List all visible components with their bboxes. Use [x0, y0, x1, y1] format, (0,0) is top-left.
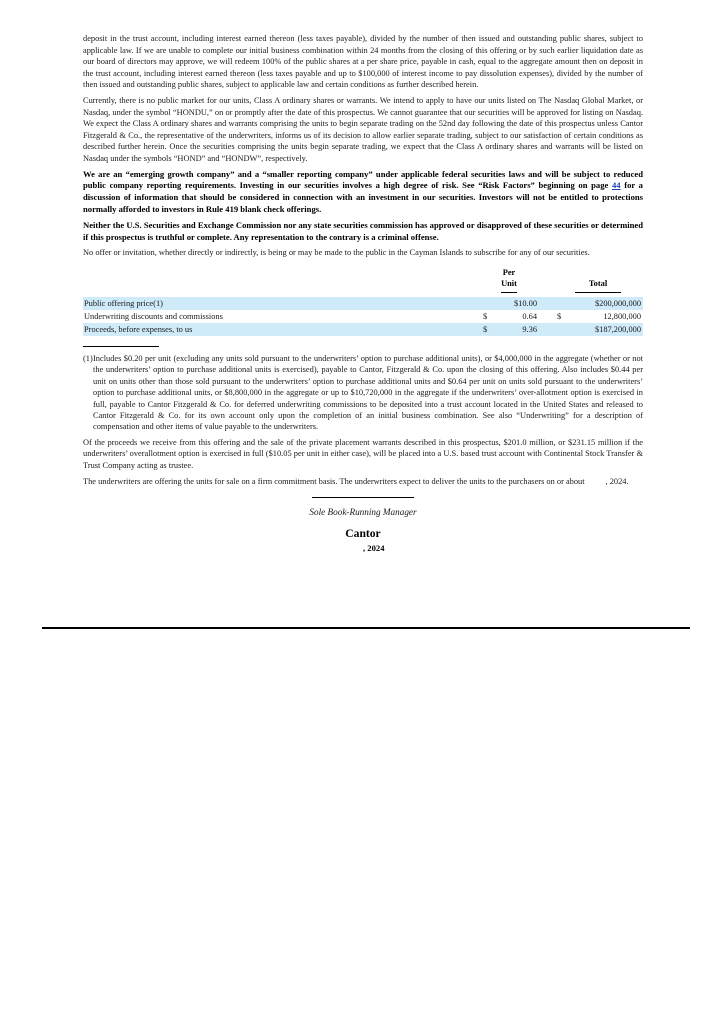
nasdaq-listing-paragraph: Currently, there is no public market for our units, Class A ordinary shares or warrants. We intend to apply to have our units listed on The Nasdaq Global Market, or Nasdaq, under the symbol “HONDU,” on or promptly after the date of this prospectus. We cannot guarantee that our securities will be approved for listing on Nasdaq. We expect the Class A ordinary shares and warrants comprising the units to begin separate trading on the 52nd day following the date of this prospectus unless Cantor Fitzgerald & Co., the representative of the underwriters, informs us of its decision to allow earlier separate trading, subject to our satisfaction of certain conditions as described further herein. Once the securities comprising the units begin separate trading, we expect that the Class A ordinary shares and warrants will be listed on Nasdaq under the symbols “HOND” and “HONDW”, respectively. — [83, 95, 643, 163]
prospectus-date: , 2024 — [341, 543, 385, 554]
sec-notice-paragraph: Neither the U.S. Securities and Exchange Commission nor any state securities commission has approved or disapproved of these securities or determined if this prospectus is truthful or complete. Any representation to the contrary is a criminal offense. — [83, 219, 643, 242]
total-value: $187,200,000 — [594, 324, 641, 334]
total-value: $200,000,000 — [594, 298, 641, 308]
per-unit-symbol: $ — [483, 311, 488, 321]
per-unit-header-line1: Per — [502, 267, 516, 277]
egc-text-before: We are an “emerging growth company” and a “smaller reporting company” under applicable federal securities laws and will be subject to reduced public company reporting requirements. Investing in our securities involves a high degree of risk. See “Risk Factors” beginning on page — [83, 168, 643, 191]
table-row-underwriting-discounts — [83, 310, 643, 323]
footnote-text: Includes $0.20 per unit (excluding any units sold pursuant to the underwriters’ option to purchase additional units), or $4,000,000 in the aggregate (whether or not the underwriters’ option to purchase additional units is exercised), payable to Cantor, Fitzgerald & Co. upon the closing of this offering. Also includes $0.44 per unit on units other than those sold pursuant to the underwriters’ option to purchase additional units and $0.64 per unit on units sold pursuant to the underwriters’ option to purchase additional units, or $8,800,000 in the aggregate or up to $10,720,000 in the aggregate if the underwriters’ over-allotment option is exercised in full, payable to Cantor Fitzgerald & Co. for deferred underwriting commissions to be deposited into a trust account located in the United States and released to Cantor Fitzgerald & Co. for its own account only upon the completion of an initial business combination. See also “Underwriting” for a description of compensation and other items of value payable to the underwriters. — [93, 353, 643, 432]
footnote-marker: (1) — [83, 353, 93, 363]
table-header-row — [83, 267, 643, 293]
manager-block — [83, 497, 643, 554]
trust-redemption-paragraph: deposit in the trust account, including interest earned thereon (less taxes payable), divided by the number of then issued and outstanding public shares, subject to applicable law. If we are unable to complete our initial business combination within 24 months from the closing of this offering or by such earlier liquidation date as our board of directors may approve, we will redeem 100% of the public shares at a per share price, payable in cash, equal to the aggregate amount then on deposit in the trust account, including interest earned thereon (less taxes payable and up to $100,000 of interest income to pay dissolution expenses), divided by the number of then issued and outstanding public shares, subject to applicable law and certain conditions as further described herein. — [83, 34, 643, 90]
table-row-proceeds — [83, 323, 643, 336]
row-label: Public offering price(1) — [83, 297, 479, 310]
page-bottom-rule — [42, 627, 690, 629]
per-unit-value: 0.64 — [522, 311, 537, 321]
table-header-gap — [539, 267, 553, 293]
table-header-total — [553, 267, 643, 293]
manager-role: Sole Book-Running Manager — [309, 507, 417, 518]
risk-factors-page-link[interactable]: 44 — [611, 180, 621, 191]
manager-name: Cantor — [345, 527, 381, 541]
total-symbol: $ — [557, 311, 562, 321]
per-unit-value: 9.36 — [522, 324, 537, 334]
page-content — [83, 33, 643, 554]
row-label: Proceeds, before expenses, to us — [83, 323, 479, 336]
per-unit-symbol: $ — [483, 324, 488, 334]
emerging-growth-paragraph — [83, 169, 643, 216]
egc-text-after: for a discussion of information that should be considered in connection with an investment in our securities. Investors will not be entitled to protections normally afforded to investors in Rule 419 blank check offerings. — [83, 180, 643, 214]
total-value: 12,800,000 — [603, 311, 641, 321]
footnote-divider — [83, 346, 159, 347]
cayman-paragraph: No offer or invitation, whether directly or indirectly, is being or may be made to the public in the Cayman Islands to subscribe for any of our securities. — [83, 248, 590, 258]
per-unit-header-line2: Unit — [501, 278, 517, 288]
manager-divider — [312, 497, 414, 498]
total-header-label: Total — [575, 278, 621, 293]
footnote-1 — [83, 353, 643, 433]
delivery-paragraph: The underwriters are offering the units for sale on a firm commitment basis. The underwriters expect to deliver the units to the purchasers on or about , 2024. — [83, 476, 629, 486]
table-header-blank — [83, 267, 479, 293]
per-unit-value: $10.00 — [513, 298, 537, 308]
row-label: Underwriting discounts and commissions — [84, 311, 223, 321]
table-header-per-unit — [479, 267, 539, 293]
trust-proceeds-paragraph: Of the proceeds we receive from this offering and the sale of the private placement warrants described in this prospectus, $201.0 million, or $231.15 million if the underwriters’ overallotment option is exercised in full ($10.05 per unit in either case), will be placed into a U.S. based trust account with Continental Stock Transfer & Trust Company acting as trustee. — [83, 437, 643, 470]
offering-price-table — [83, 267, 643, 336]
table-row-public-offering-price — [83, 297, 643, 310]
